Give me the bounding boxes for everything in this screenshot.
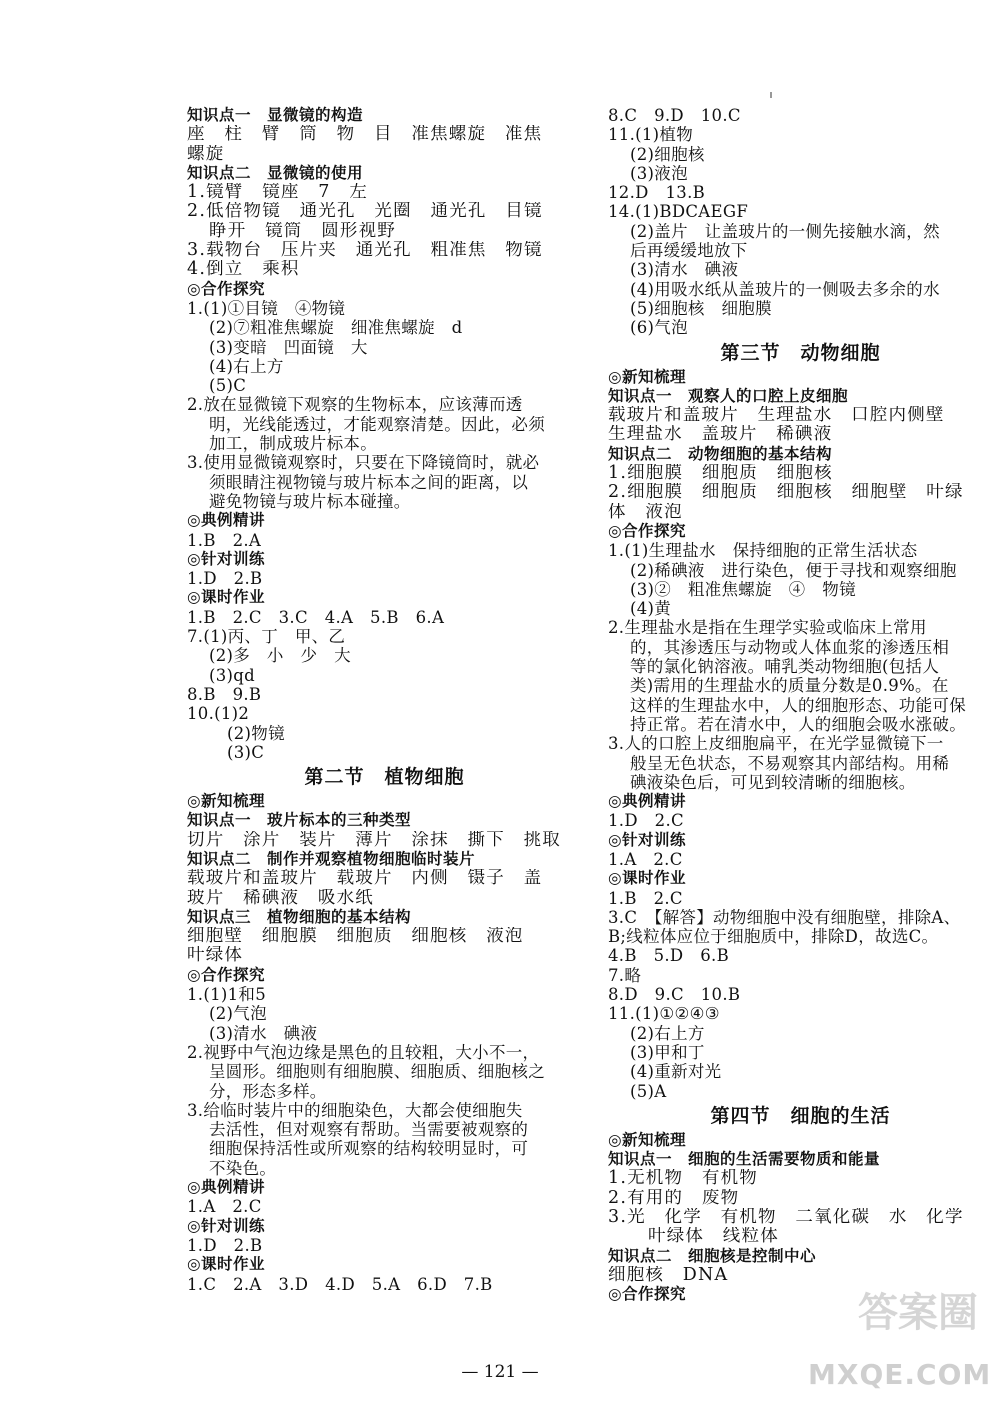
answer-line: (3)C [227, 742, 265, 762]
answer-line: (2)物镜 [227, 723, 285, 743]
answer-line: 1.(1)生理盐水 保持细胞的正常生活状态 [608, 541, 918, 561]
subheading: ◎典例精讲 [187, 1178, 266, 1197]
answer-line: 不染色。 [209, 1158, 277, 1178]
subheading: 3.载物台 压片夹 通光孔 粗准焦 物镜 [187, 241, 543, 261]
answer-line: 7.(1)丙、丁 甲、乙 [187, 627, 346, 647]
subheading: 知识点二 显微镜的使用 [187, 163, 364, 182]
answer-line: 7.略 [608, 965, 642, 985]
subheading: 知识点一 玻片标本的三种类型 [187, 811, 412, 830]
answer-line: 呈圆形。细胞则有细胞膜、细胞质、细胞核之 [209, 1062, 545, 1082]
subheading: 知识点一 细胞的生活需要物质和能量 [608, 1150, 881, 1169]
subheading: 1.细胞膜 细胞质 细胞核 [608, 464, 833, 484]
subheading: 2.低倍物镜 通光孔 光圈 通光孔 目镜 [187, 202, 543, 222]
answer-line: 3.使用显微镜观察时，只要在下降镜筒时，就必 [187, 453, 540, 473]
subheading: 叶绿体 线粒体 [648, 1227, 779, 1247]
subheading: ◎课时作业 [187, 588, 266, 607]
subheading: 生理盐水 盖玻片 稀碘液 [608, 425, 833, 445]
answer-line: 1.A 2.C [187, 1197, 262, 1217]
answer-line: 10.(1)2 [187, 704, 250, 724]
subheading: ◎新知梳理 [608, 1130, 687, 1149]
subheading: 4.倒立 乘积 [187, 260, 300, 280]
answer-line: 4.B 5.D 6.B [608, 946, 730, 966]
answer-line: 11.(1)植物 [608, 125, 694, 145]
answer-line: (2)稀碘液 进行染色，便于寻找和观察细胞 [630, 560, 957, 580]
subheading: 1.无机物 有机物 [608, 1169, 758, 1189]
subheading: ◎合作探究 [187, 965, 266, 984]
right-column [608, 106, 993, 1305]
answer-line: (2)细胞核 [630, 144, 705, 164]
answer-line: (3)清水 碘液 [209, 1023, 318, 1043]
answer-line: (2)多 小 少 大 [209, 646, 351, 666]
answer-line: 须眼睛注视物镜与玻片标本之间的距离，以 [209, 472, 529, 492]
answer-line: (2)气泡 [209, 1004, 267, 1024]
answer-line: 3.人的口腔上皮细胞扁平，在光学显微镜下一 [608, 734, 944, 754]
subheading: ◎合作探究 [608, 1285, 687, 1304]
page-number: — 121 — [461, 1362, 539, 1382]
subheading: 知识点二 动物细胞的基本结构 [608, 444, 833, 463]
left-column [187, 106, 582, 1294]
answer-line: 1.B 2.C 3.C 4.A 5.B 6.A [187, 607, 445, 627]
answer-line: (5)细胞核 细胞膜 [630, 298, 772, 318]
answer-line: 持正常。若在清水中，人的细胞会吸水涨破。 [630, 714, 966, 734]
answer-line: (2)⑦粗准焦螺旋 细准焦螺旋 d [209, 318, 463, 338]
subheading: 座 柱 臂 筒 物 目 准焦螺旋 准焦 [187, 125, 543, 145]
subheading: ◎新知梳理 [608, 367, 687, 386]
corner-tick [770, 92, 772, 98]
answer-line: (5)C [209, 376, 247, 396]
subheading: 知识点三 植物细胞的基本结构 [187, 907, 412, 926]
subheading: 叶绿体 [187, 946, 244, 966]
answer-line: (4)黄 [630, 599, 672, 619]
watermark-text: MXQE.COM [808, 1358, 992, 1391]
answer-line: 1.D 2.C [608, 811, 684, 831]
watermark [808, 1281, 992, 1391]
section-heading: 第四节 细胞的生活 [710, 1104, 891, 1127]
answer-line: (4)重新对光 [630, 1062, 722, 1082]
answer-line: 3.给临时装片中的细胞染色，大都会使细胞失 [187, 1100, 523, 1120]
answer-line: 2.放在显微镜下观察的生物标本，应该薄而透 [187, 395, 523, 415]
answer-line: 8.D 9.C 10.B [608, 985, 741, 1005]
subheading: 载玻片和盖玻片 生理盐水 口腔内侧壁 [608, 406, 945, 426]
subheading: 体 液泡 [608, 502, 683, 522]
answer-line: 般呈无色状态，不易观察其内部结构。用稀 [630, 753, 950, 773]
subheading: ◎典例精讲 [187, 511, 266, 530]
answer-line: 加工，制成玻片标本。 [209, 434, 377, 454]
section-heading: 第三节 动物细胞 [720, 341, 881, 364]
subheading: ◎针对训练 [187, 549, 266, 568]
answer-line: 细胞保持活性或所观察的结构较明显时，可 [209, 1139, 529, 1159]
answer-line: 1.(1)1和5 [187, 985, 267, 1005]
answer-line: 1.D 2.B [187, 1235, 263, 1255]
answer-line: (3)甲和丁 [630, 1042, 705, 1062]
answer-line: 碘液染色后，可见到较清晰的细胞核。 [630, 772, 916, 792]
answer-line: (5)A [630, 1081, 667, 1101]
answer-line: 1.A 2.C [608, 849, 683, 869]
answer-line: (2)盖片 让盖玻片的一侧先接触水滴，然 [630, 221, 940, 241]
subheading: ◎针对训练 [187, 1216, 266, 1235]
answer-line: 2.生理盐水是指在生理学实验或临床上常用 [608, 618, 927, 638]
answer-line: (2)右上方 [630, 1023, 705, 1043]
answer-line: 1.D 2.B [187, 569, 263, 589]
answer-line: 明，光线能透过，才能观察清楚。因此，必须 [209, 414, 545, 434]
watermark-logo: 答案圈 [858, 1290, 978, 1336]
subheading: ◎合作探究 [608, 521, 687, 540]
answer-line: 14.(1)BDCAEGF [608, 202, 749, 222]
subheading: 2.有用的 废物 [608, 1188, 740, 1208]
answer-line: 1.C 2.A 3.D 4.D 5.A 6.D 7.B [187, 1274, 493, 1294]
subheading: 玻片 稀碘液 吸水纸 [187, 888, 374, 908]
answer-line: 等的氯化钠溶液。哺乳类动物细胞(包括人 [630, 657, 940, 677]
answer-line: 1.(1)①目镜 ④物镜 [187, 298, 346, 318]
answer-line: 3.C 【解答】动物细胞中没有细胞壁，排除A、 [608, 907, 961, 927]
answer-line: (6)气泡 [630, 318, 688, 338]
answer-line: 12.D 13.B [608, 183, 706, 203]
answer-line: (3)qd [209, 665, 255, 685]
answer-line: (4)用吸水纸从盖玻片的一侧吸去多余的水 [630, 279, 940, 299]
answer-line: 类)需用的生理盐水的质量分数是0.9%。在 [630, 676, 949, 696]
subheading: 知识点一 观察人的口腔上皮细胞 [608, 386, 849, 405]
answer-line: (3)变暗 凹面镜 大 [209, 337, 368, 357]
subheading: 细胞核 DNA [608, 1265, 729, 1285]
subheading: 螺旋 [187, 144, 225, 164]
answer-line: B;线粒体应位于细胞质中，排除D，故选C。 [608, 927, 939, 947]
answer-line: 去活性，但对观察有帮助。当需要被观察的 [209, 1120, 529, 1140]
subheading: 知识点二 制作并观察植物细胞临时装片 [187, 849, 476, 868]
subheading: 知识点一 显微镜的构造 [187, 106, 364, 124]
subheading: 知识点二 细胞核是控制中心 [608, 1246, 817, 1265]
subheading: 切片 涂片 装片 薄片 涂抹 撕下 挑取 [187, 830, 561, 850]
subheading: 细胞壁 细胞膜 细胞质 细胞核 液泡 [187, 927, 524, 947]
subheading: ◎课时作业 [187, 1255, 266, 1274]
answer-line: 8.C 9.D 10.C [608, 106, 741, 125]
answer-line: 的，其渗透压与动物或人体血浆的渗透压相 [630, 637, 950, 657]
answer-line: 避免物镜与玻片标本碰撞。 [209, 491, 411, 511]
subheading: ◎典例精讲 [608, 792, 687, 811]
subheading: 载玻片和盖玻片 载玻片 内侧 镊子 盖 [187, 869, 543, 889]
answer-line: 1.B 2.C [608, 888, 683, 908]
answer-line: (3)液泡 [630, 163, 688, 183]
answer-line: 分，形态多样。 [209, 1081, 327, 1101]
answer-line: (3)② 粗准焦螺旋 ④ 物镜 [630, 579, 856, 599]
answer-line: (3)清水 碘液 [630, 260, 739, 280]
subheading: 2.细胞膜 细胞质 细胞核 细胞壁 叶绿 [608, 483, 964, 503]
subheading: 1.镜臂 镜座 7 左 [187, 183, 369, 203]
subheading: ◎课时作业 [608, 869, 687, 888]
subheading: 3.光 化学 有机物 二氧化碳 水 化学 [608, 1208, 964, 1228]
section-heading: 第二节 植物细胞 [304, 766, 465, 789]
answer-line: 11.(1)①②④③ [608, 1004, 720, 1024]
answer-line: 8.B 9.B [187, 684, 262, 704]
answer-line: 后再缓缓地放下 [630, 241, 748, 261]
answer-line: (4)右上方 [209, 356, 284, 376]
subheading: ◎合作探究 [187, 279, 266, 298]
subheading: ◎新知梳理 [187, 792, 266, 811]
subheading: ◎针对训练 [608, 830, 687, 849]
subheading: 睁开 镜筒 圆形视野 [209, 221, 396, 241]
answer-line: 2.视野中气泡边缘是黑色的且较粗，大小不一， [187, 1042, 540, 1062]
answer-line: 这样的生理盐水中，人的细胞形态、功能可保 [630, 695, 966, 715]
answer-line: 1.B 2.A [187, 530, 262, 550]
